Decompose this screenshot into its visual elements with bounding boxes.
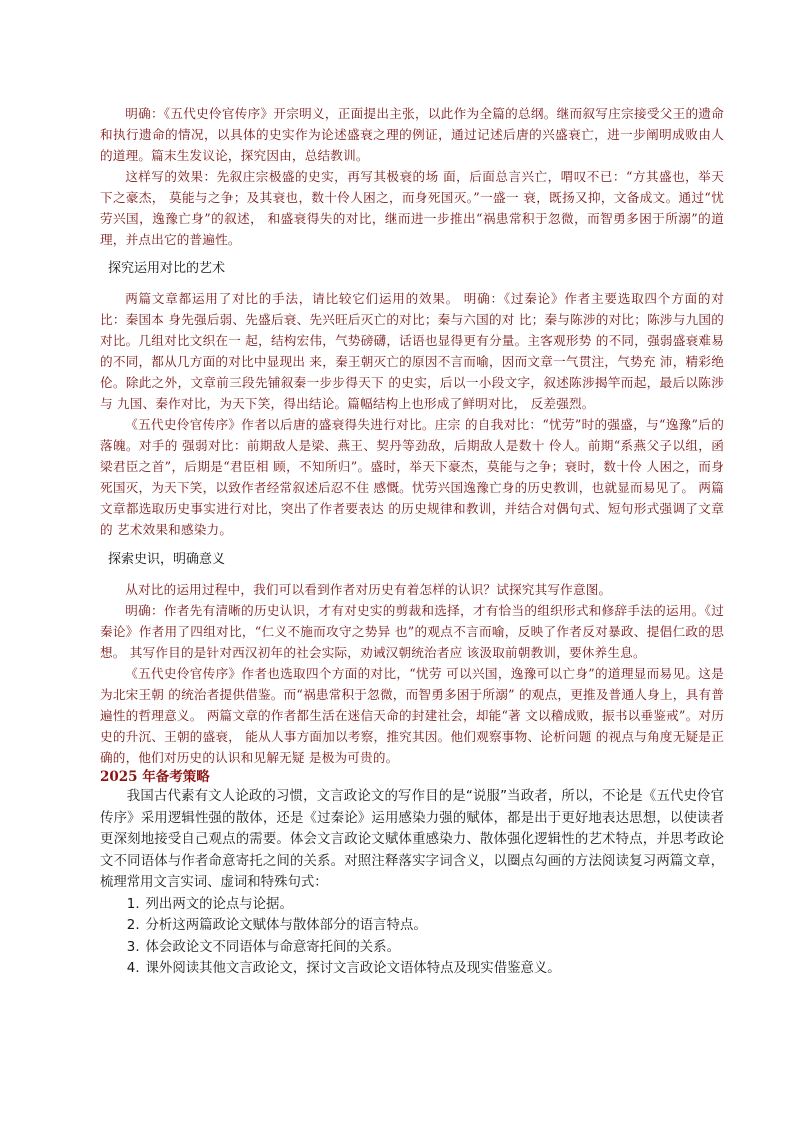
list-item [100,937,724,959]
strategy-intro: 我国古代素有文人论政的习惯，文言政论文的写作目的是“说服”当政者，所以，不论是《五代史伶官传序》采用逻辑性强的散体，还是《过秦论》运用感染力强的赋体，都是出于更好地表达思想，以使读者更深刻地接受自己观点的需要。体会文言政论文赋体重感染力、散体强化逻辑性的艺术特点，并思考政论文不同语体与作者命意寄托之间的关系。对照注释落实字词含义，以圈点勾画的方法阅读复习两篇文章，梳理常用文言实词、虚词和特殊句式： [100,789,724,890]
history-question: 从对比的运用过程中，我们可以看到作者对历史有着怎样的认识？试探究其写作意图。 [125,582,612,597]
list-item [100,958,724,980]
history-p2-text-b: 的观点不言而喻，反映了作者反对暴政、提倡仁政的思想。 其写作目的是针对西汉初年的社会实际，劝诫汉朝统治者应 该汲取前朝教训，要休养生息。 [100,624,724,660]
list-item-number: 2. [126,918,140,933]
heading-history: 探索史识，明确意义 [108,552,226,567]
list-item-number: 1. [126,896,140,912]
document-page [100,96,724,980]
strategy-title: 2025 年备考策略 [100,769,210,785]
list-item-text: 体会政论文不同语体与命意寄托间的关系。 [145,939,400,955]
history-paragraph-2 [100,600,724,663]
list-item-number: 3. [126,939,140,955]
list-item-text: 课外阅读其他文言政论文，探讨文言政论文语体特点及现实借鉴意义。 [145,961,561,976]
contrast-section [100,288,724,540]
history-p2-text-a: 明确：作者先有清晰的历史认识，才有对史实的剪裁和选择，才有恰当的组织形式和修辞手法的运用。《过秦论》作者用了四组对比， [100,603,724,639]
history-p2-quote: “仁义不施而攻守之势异 也” [254,624,415,639]
contrast-paragraph-1: 两篇文章都运用了对比的手法，请比较它们运用的效果。 明确：《过秦论》作者主要选取四个方面的对比：秦国本 身先强后弱、先盛后衰、先兴旺后灭亡的对比；秦与六国的对 比；秦与陈涉的对比；陈涉与九国的对比。几组对比文织在一 起，结构宏伟，气势磅礴，话语也显得更有分量。主客观形势 的不同，强弱盛衰难易的不同，都从几方面的对比中显现出 来，秦王朝灭亡的原因不言而喻，因而文章一气贯注，气势充 沛，精彩绝伦。除此之外，文章前三段先铺叙秦一步步得天下 的史实，后以一小段文字，叙述陈涉揭竿而起，最后以陈涉与 九国、秦作对比，为天下笑，得出结论。篇幅结构上也形成了鲜明对比， 反差强烈。 [100,291,724,411]
list-item-text: 列出两文的论点与论据。 [145,896,293,912]
contrast-paragraph-2: 《五代史伶官传序》作者以后唐的盛衰得失进行对比。庄宗 的自我对比：“忧劳”时的强盛，与“逸豫”后的落魄。对手的 强弱对比：前期敌人是梁、燕王、契丹等劲敌，后期敌人是数十 伶人。前期“系燕父子以组，函梁君臣之首”，后期是“君臣相 顾，不知所归”。盛时，举天下豪杰，莫能与之争；衰时，数十伶 人困之，而身死国灭，为天下笑，以致作者经常叙述后忍不住 感慨。忧劳兴国逸豫亡身的历史教训，也就显而易见了。 两篇文章都选取历史事实进行对比，突出了作者要表达 的历史规律和教训，并结合对偶句式、短句形式强调了文章的 艺术效果和感染力。 [100,417,724,537]
list-item-text: 分析这两篇政论文赋体与散体部分的语言特点。 [145,918,427,933]
history-paragraph-3 [100,663,724,768]
answer-section [100,103,724,250]
answer-paragraph-1: 明确：《五代史伶官传序》开宗明义，正面提出主张，以此作为全篇的总纲。继而叙写庄宗接受父王的遗命和执行遗命的情况，以具体的史实作为论述盛衰之理的例证，通过记述后唐的兴盛衰亡，进一步阐明成败由人的道理。篇末生发议论，探究因由，总结教训。 [100,106,724,163]
answer-paragraph-2: 这样写的效果：先叙庄宗极盛的史实，再写其极衰的场 面，后面总言兴亡，喟叹不已：“方其盛也，举天下之豪杰， 莫能与之争；及其衰也，数十伶人困之，而身死国灭。”一盛一 衰，既扬又抑，文备成文。通过“忧劳兴国，逸豫亡身”的叙述， 和盛衰得失的对比，继而进一步推出“祸患常积于忽微，而智勇多困于所溺”的道理，并点出它的普遍性。 [100,169,724,247]
history-p3-text-a: 《五代史伶官传序》作者也选取四个方面的对比， [125,666,410,681]
strategy-task-list [100,894,724,980]
list-item-number: 4. [126,961,140,976]
history-p3-text-b: 的道理显而易见。这是为北宋王朝 的统治者提供借鉴。而“祸患常积于忽微，而智勇多困于所溺” 的观点，更推及普通人身上，具有普遍性的哲理意义。 两篇文章的作者都生活在迷信天命的封建社会，却能“著 文以稽成败，振书以垂鉴戒”。对历史的升沉、王朝的盛衰， 能从人事方面加以考察，推究其因。他们观察事物、论析问题 的视点与角度无疑是正确的，他们对历史的认识和见解无疑 是极为可贵的。 [100,666,725,765]
history-p3-quote: “忧劳 可以兴国，逸豫可以亡身” [409,666,595,681]
history-section [100,579,724,768]
list-item [100,915,724,937]
heading-contrast: 探究运用对比的艺术 [108,261,226,276]
list-item [100,894,724,916]
